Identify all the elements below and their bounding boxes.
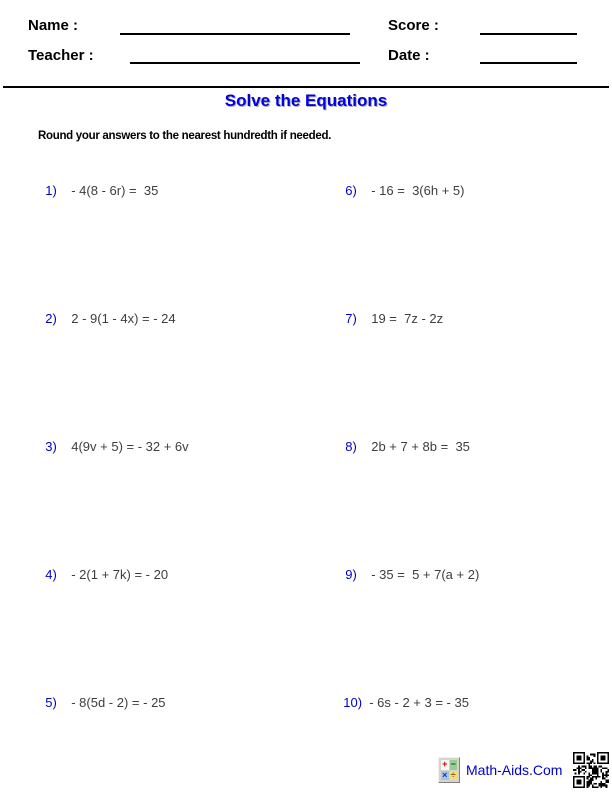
problem-number: 4) [45, 567, 57, 582]
qr-code-icon [573, 752, 609, 788]
problem-equation: 2b + 7 + 8b = 35 [371, 439, 470, 454]
date-label: Date : [388, 47, 430, 64]
problem-number: 8) [345, 439, 357, 454]
problem-number: 10) [343, 695, 363, 710]
problem-equation: 2 - 9(1 - 4x) = - 24 [71, 311, 176, 326]
header-divider [3, 86, 609, 88]
problem-2 [38, 296, 176, 326]
problem-10 [336, 680, 469, 710]
problem-equation: - 4(8 - 6r) = 35 [71, 183, 159, 198]
problem-number: 9) [345, 567, 357, 582]
problem-9 [338, 552, 479, 582]
problem-4 [38, 552, 168, 582]
problem-equation: - 6s - 2 + 3 = - 35 [369, 695, 469, 710]
teacher-field-line[interactable] [130, 62, 360, 64]
problem-5 [38, 680, 166, 710]
problem-number: 5) [45, 695, 57, 710]
instructions-text: Round your answers to the nearest hundredth if needed. [38, 130, 332, 142]
problem-number: 7) [345, 311, 357, 326]
problem-equation: - 16 = 3(6h + 5) [371, 183, 465, 198]
problem-equation: - 35 = 5 + 7(a + 2) [371, 567, 480, 582]
problem-equation: - 8(5d - 2) = - 25 [71, 695, 166, 710]
problem-1 [38, 168, 158, 198]
problem-8 [338, 424, 470, 454]
times-icon: × [442, 769, 448, 780]
problem-number: 1) [45, 183, 57, 198]
plus-icon: + [442, 759, 448, 770]
problem-number: 6) [345, 183, 357, 198]
problem-equation: - 2(1 + 7k) = - 20 [71, 567, 169, 582]
score-field-line[interactable] [480, 33, 577, 35]
problem-equation: 4(9v + 5) = - 32 + 6v [71, 439, 189, 454]
math-aids-site-link[interactable]: Math-Aids.Com [466, 762, 563, 778]
problem-6 [338, 168, 464, 198]
problem-3 [38, 424, 189, 454]
problem-equation: 19 = 7z - 2z [371, 311, 444, 326]
score-label: Score : [388, 17, 439, 34]
date-field-line[interactable] [480, 62, 577, 64]
name-field-line[interactable] [120, 33, 350, 35]
divide-icon: ÷ [450, 769, 456, 780]
teacher-label: Teacher : [28, 47, 94, 64]
name-label: Name : [28, 17, 79, 34]
problem-7 [338, 296, 443, 326]
page-title: Solve the Equations [224, 91, 388, 110]
problem-number: 2) [45, 311, 57, 326]
problem-number: 3) [45, 439, 57, 454]
minus-icon: − [450, 759, 456, 770]
math-operations-grid-icon [438, 757, 460, 783]
